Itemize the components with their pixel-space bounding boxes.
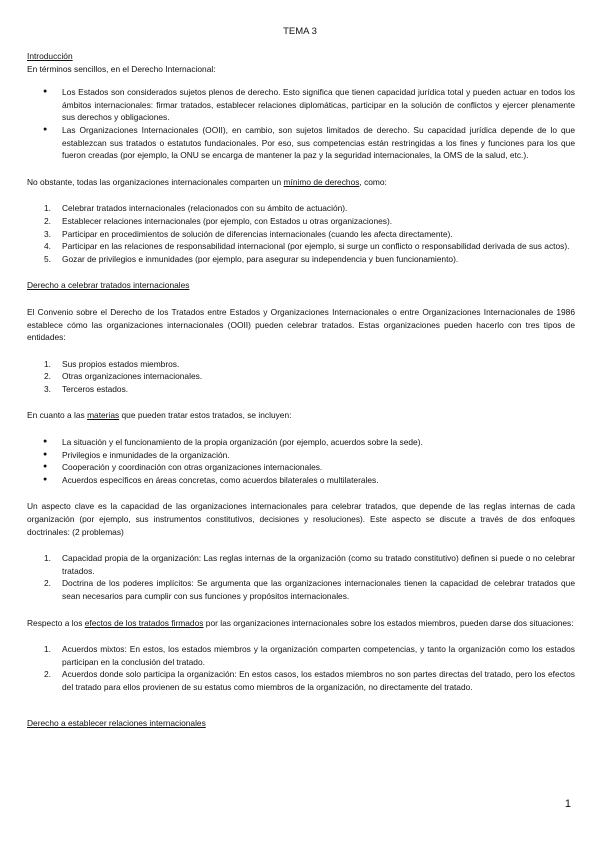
page-number: 1 xyxy=(564,798,571,810)
minimum-rights-lead: No obstante, todas las organizaciones internacionales comparten un mínimo de derechos, como: xyxy=(27,176,387,187)
intro-bullet-list xyxy=(27,86,575,162)
list-item: ● La situación y el funcionamiento de la propia organización (por ejemplo, acuerdos sobre la sede). xyxy=(27,436,575,449)
treaties-paragraph-2: Un aspecto clave es la capacidad de las organizaciones internacionales para celebrar tratados, que depende de las reglas internas de cada organización (por ejemplo, sus instrumentos constitutivos, decisiones y resoluciones). Este aspecto se discute a través de dos enfoques doctrinales: (2 problemas) xyxy=(27,501,575,537)
list-item: ● Acuerdos específicos en áreas concretas, como acuerdos bilaterales o multilaterales. xyxy=(27,474,575,487)
list-item: 3. Participar en procedimientos de solución de diferencias internacionales (cuando les afecta directamente). xyxy=(44,228,453,239)
section-heading-tratados: Derecho a celebrar tratados internacionales xyxy=(27,280,190,291)
rights-list xyxy=(27,202,575,265)
matters-list xyxy=(27,436,575,486)
section-heading-relaciones: Derecho a establecer relaciones internacionales xyxy=(27,717,206,728)
page-title: TEMA 3 xyxy=(283,26,317,37)
list-item: 3. Terceros estados. xyxy=(44,383,129,394)
entities-list xyxy=(27,358,575,396)
list-item: ● Los Estados son considerados sujetos plenos de derecho. Esto significa que tienen capacidad jurídica total y pueden actuar en todos los ámbitos internacionales: firmar tratados, establecer relaciones diplomáticas, participar en la solución de conflictos y ejercer plenamente sus derechos y obligaciones. xyxy=(27,86,575,124)
list-item: 1. Sus propios estados miembros. xyxy=(44,358,180,369)
list-item: 1. Celebrar tratados internacionales (relacionados con su ámbito de actuación). xyxy=(44,203,348,214)
list-item: 1. Acuerdos mixtos: En estos, los estados miembros y la organización comparten competencias, y tanto la organización como los estados participan en la conclusión del tratado. xyxy=(44,644,575,667)
list-item: ● Privilegios e inmunidades de la organización. xyxy=(27,449,575,462)
list-item: 1. Capacidad propia de la organización: Las reglas internas de la organización (como su tratado constitutivo) definen si puede o no celebrar tratados. xyxy=(44,553,575,576)
effects-lead: Respecto a los efectos de los tratados firmados por las organizaciones internacionales sobre los estados miembros, pueden darse dos situaciones: xyxy=(27,617,574,628)
situations-list xyxy=(27,643,575,693)
list-item: 5. Gozar de privilegios e inmunidades (por ejemplo, para asegurar su independencia y buen funcionamiento). xyxy=(44,253,459,264)
list-item: ● Las Organizaciones Internacionales (OOII), en cambio, son sujetos limitados de derecho. Su capacidad jurídica depende de lo que establezcan sus tratados o estatutos fundacionales. Por eso, sus competencias están restringidas a los fines y funciones para los que fueron creadas (por ejemplo, la ONU se encarga de mantener la paz y la seguridad internacionales, la OMS de la salud, etc.). xyxy=(27,124,575,162)
matters-lead: En cuanto a las materias que pueden tratar estos tratados, se incluyen: xyxy=(27,410,292,421)
list-item: 2. Doctrina de los poderes implícitos: Se argumenta que las organizaciones internacionales tienen la capacidad de celebrar tratados que sean necesarios para cumplir con sus funciones y propósitos internacionales. xyxy=(44,578,575,601)
list-item: 2. Otras organizaciones internacionales. xyxy=(44,371,203,382)
list-item: ● Cooperación y coordinación con otras organizaciones internacionales. xyxy=(27,461,575,474)
list-item: 2. Establecer relaciones internacionales (por ejemplo, con Estados u otras organizaciones). xyxy=(44,215,393,226)
list-item: 4. Participar en las relaciones de responsabilidad internacional (por ejemplo, si surge un conflicto o responsabilidad derivada de sus actos). xyxy=(44,241,570,252)
intro-lead: En términos sencillos, en el Derecho Internacional: xyxy=(27,63,216,74)
section-heading-introduccion: Introducción xyxy=(27,51,73,61)
document-body xyxy=(27,50,575,729)
approaches-list xyxy=(27,552,575,602)
list-item: 2. Acuerdos donde solo participa la organización: En estos casos, los estados miembros no son partes directas del tratado, pero los efectos del tratado para ellos provienen de su estatus como miembros de la organización, no directamente del tratado. xyxy=(44,669,575,692)
treaties-paragraph-1: El Convenio sobre el Derecho de los Tratados entre Estados y Organizaciones Internacionales o entre Organizaciones Internacionales de 1986 establece cómo las organizaciones internacionales (OOII) pueden celebrar tratados. Estas organizaciones pueden hacerlo con tres tipos de entidades: xyxy=(27,306,575,343)
